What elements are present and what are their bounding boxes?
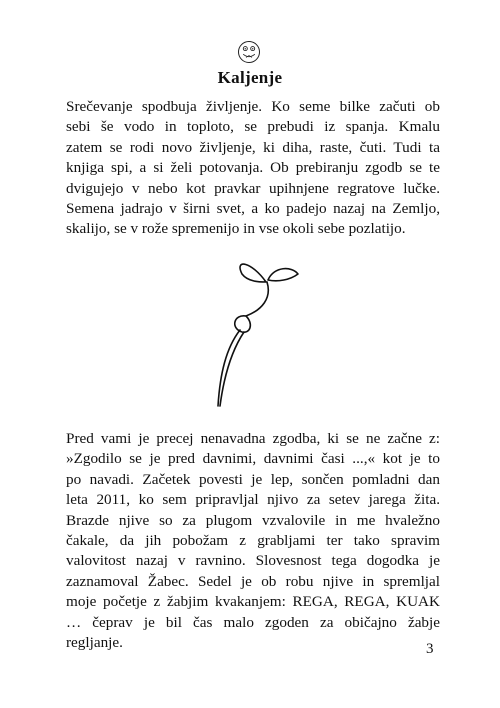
frog-face-emblem-icon	[237, 40, 261, 64]
paragraph-line: čakale, da jih pobožam z grabljami ter tako spravim	[66, 532, 440, 550]
intro-paragraph	[66, 97, 440, 240]
paragraph-line: sebi še vodo in toploto, se prebudi iz spanja. Kmalu	[66, 118, 440, 136]
paragraph-line: »Zgodilo se je pred davnimi, davnimi časi ...,« kot je to	[66, 450, 440, 468]
story-paragraph	[66, 429, 440, 653]
paragraph-line: zatem se rodi novo življenje, ki diha, raste, čuti. Tudi ta	[66, 138, 440, 156]
paragraph-line: zaznamoval Žabec. Sedel je ob robu njive in spremljal	[66, 572, 440, 590]
paragraph-line: po navadi. Začetek povesti je lep, sončen pomladni dan	[66, 470, 440, 488]
paragraph-line: dvigujejo v nebo kot pravkar upihnjene regratove lučke.	[66, 179, 440, 197]
paragraph-line: Brazde njive so za plugom vzvalovile in me hvaležno	[66, 511, 440, 529]
page-number: 3	[426, 641, 434, 657]
sprout-seedling-icon	[212, 258, 302, 410]
paragraph-line: Srečevanje spodbuja življenje. Ko seme bilke začuti ob	[66, 98, 440, 115]
paragraph-line: moje početje z žabjim kvakanjem: REGA, REGA, KUAK	[66, 593, 440, 611]
chapter-title: Kaljenje	[217, 68, 283, 87]
paragraph-line: knjiga spi, a si želi potovanja. Ob prebiranju zgodb se te	[66, 159, 440, 177]
paragraph-line: valovitost nazaj v ravnino. Slovesnost tega dogodka je	[66, 552, 440, 570]
paragraph-line: regljanje.	[66, 634, 123, 652]
paragraph-line: … čeprav je bil čas malo zgoden za običajno žabje	[66, 613, 440, 631]
paragraph-line: Semena jadrajo v širni svet, a ko padejo nazaj na Zemljo,	[66, 200, 440, 218]
paragraph-line: skalijo, se v rože spremenijo in vse okoli sebe pozlatijo.	[66, 220, 406, 238]
paragraph-line: Pred vami je precej nenavadna zgodba, ki se ne začne z:	[66, 430, 440, 447]
paragraph-line: leta 2011, ko sem pripravljal njivo za setev jarega žita.	[66, 491, 440, 509]
